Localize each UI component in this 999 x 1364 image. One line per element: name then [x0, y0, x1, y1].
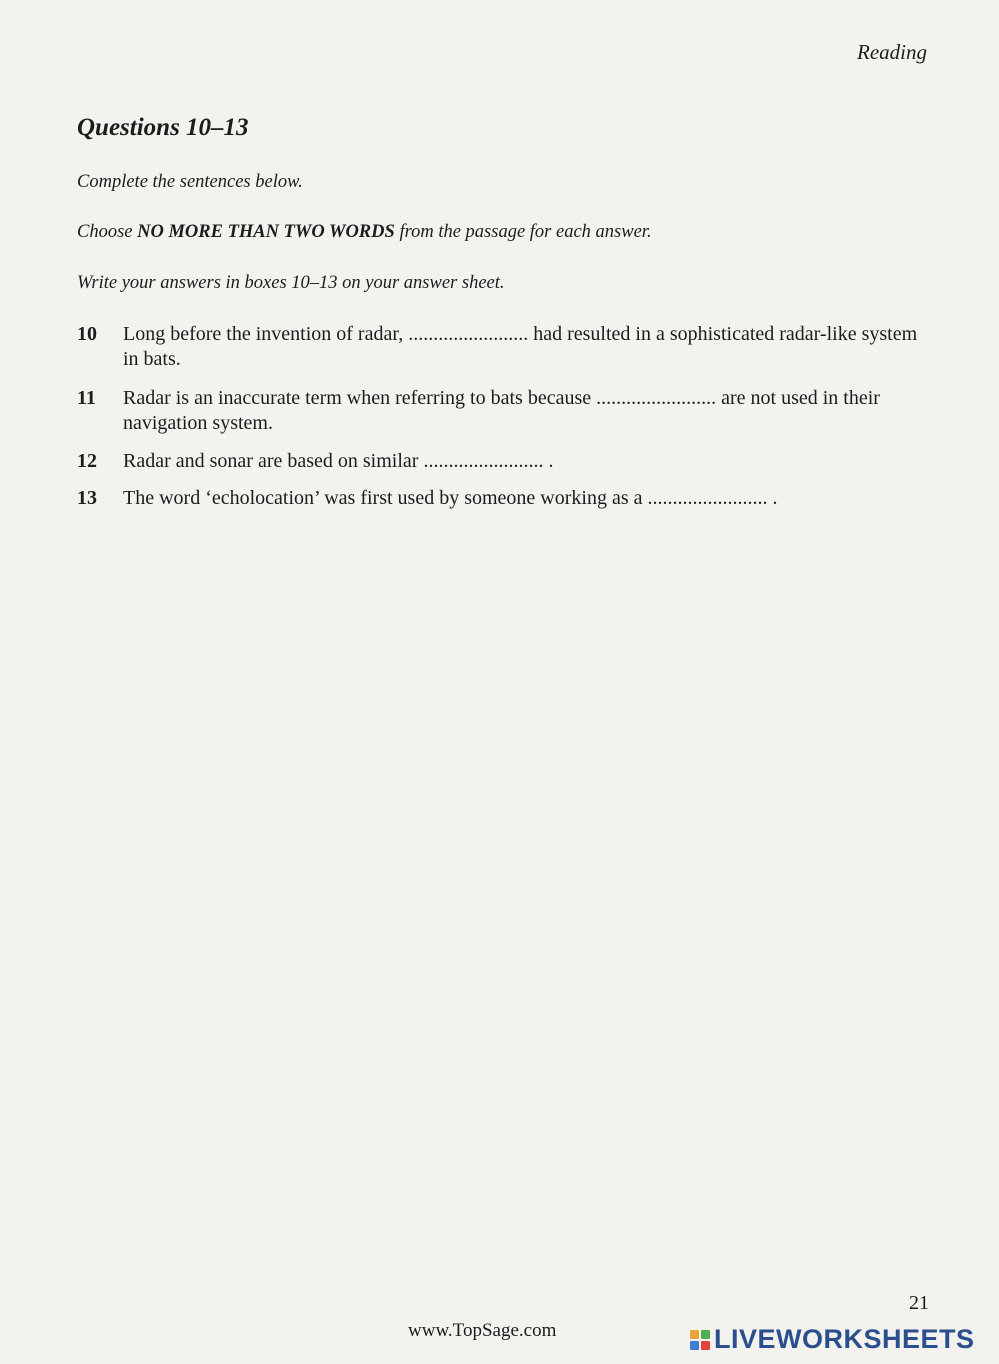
- question-item: [77, 386, 937, 436]
- question-number: 13: [77, 487, 97, 509]
- question-number: 11: [77, 387, 96, 409]
- question-number: 12: [77, 450, 97, 472]
- question-text: The word ‘echolocation’ was first used by someone working as a ........................ .: [123, 487, 778, 509]
- page-number: 21: [909, 1292, 929, 1314]
- logo-grid-icon: [690, 1330, 710, 1350]
- logo-square: [690, 1330, 699, 1339]
- instruction-answer-sheet: Write your answers in boxes 10–13 on your answer sheet.: [77, 273, 505, 293]
- logo-square: [701, 1330, 710, 1339]
- instruction-complete: Complete the sentences below.: [77, 172, 303, 192]
- question-text: Radar is an inaccurate term when referring to bats because ........................ are not used in their navigation system.: [123, 387, 880, 434]
- question-number: 10: [77, 323, 97, 345]
- logo-square: [690, 1341, 699, 1350]
- logo-text: LIVEWORKSHEETS: [714, 1324, 975, 1354]
- question-item: [77, 486, 937, 511]
- questions-heading: Questions 10–13: [77, 114, 249, 141]
- question-item: [77, 322, 937, 372]
- instruction-word-limit: [77, 222, 652, 243]
- question-text: Radar and sonar are based on similar ........................ .: [123, 450, 554, 472]
- instruction-word-limit-bold: NO MORE THAN TWO WORDS: [137, 222, 395, 242]
- logo-square: [701, 1341, 710, 1350]
- question-text: Long before the invention of radar, ........................ had resulted in a sophisticated radar-like system in bats.: [123, 323, 918, 370]
- footer-url: www.TopSage.com: [408, 1320, 557, 1341]
- question-list: [77, 322, 937, 511]
- instruction-word-limit-post: from the passage for each answer.: [394, 222, 652, 242]
- question-item: [77, 449, 937, 474]
- section-label: Reading: [857, 40, 927, 64]
- liveworksheets-logo[interactable]: [690, 1324, 975, 1355]
- instruction-word-limit-pre: Choose: [77, 222, 138, 242]
